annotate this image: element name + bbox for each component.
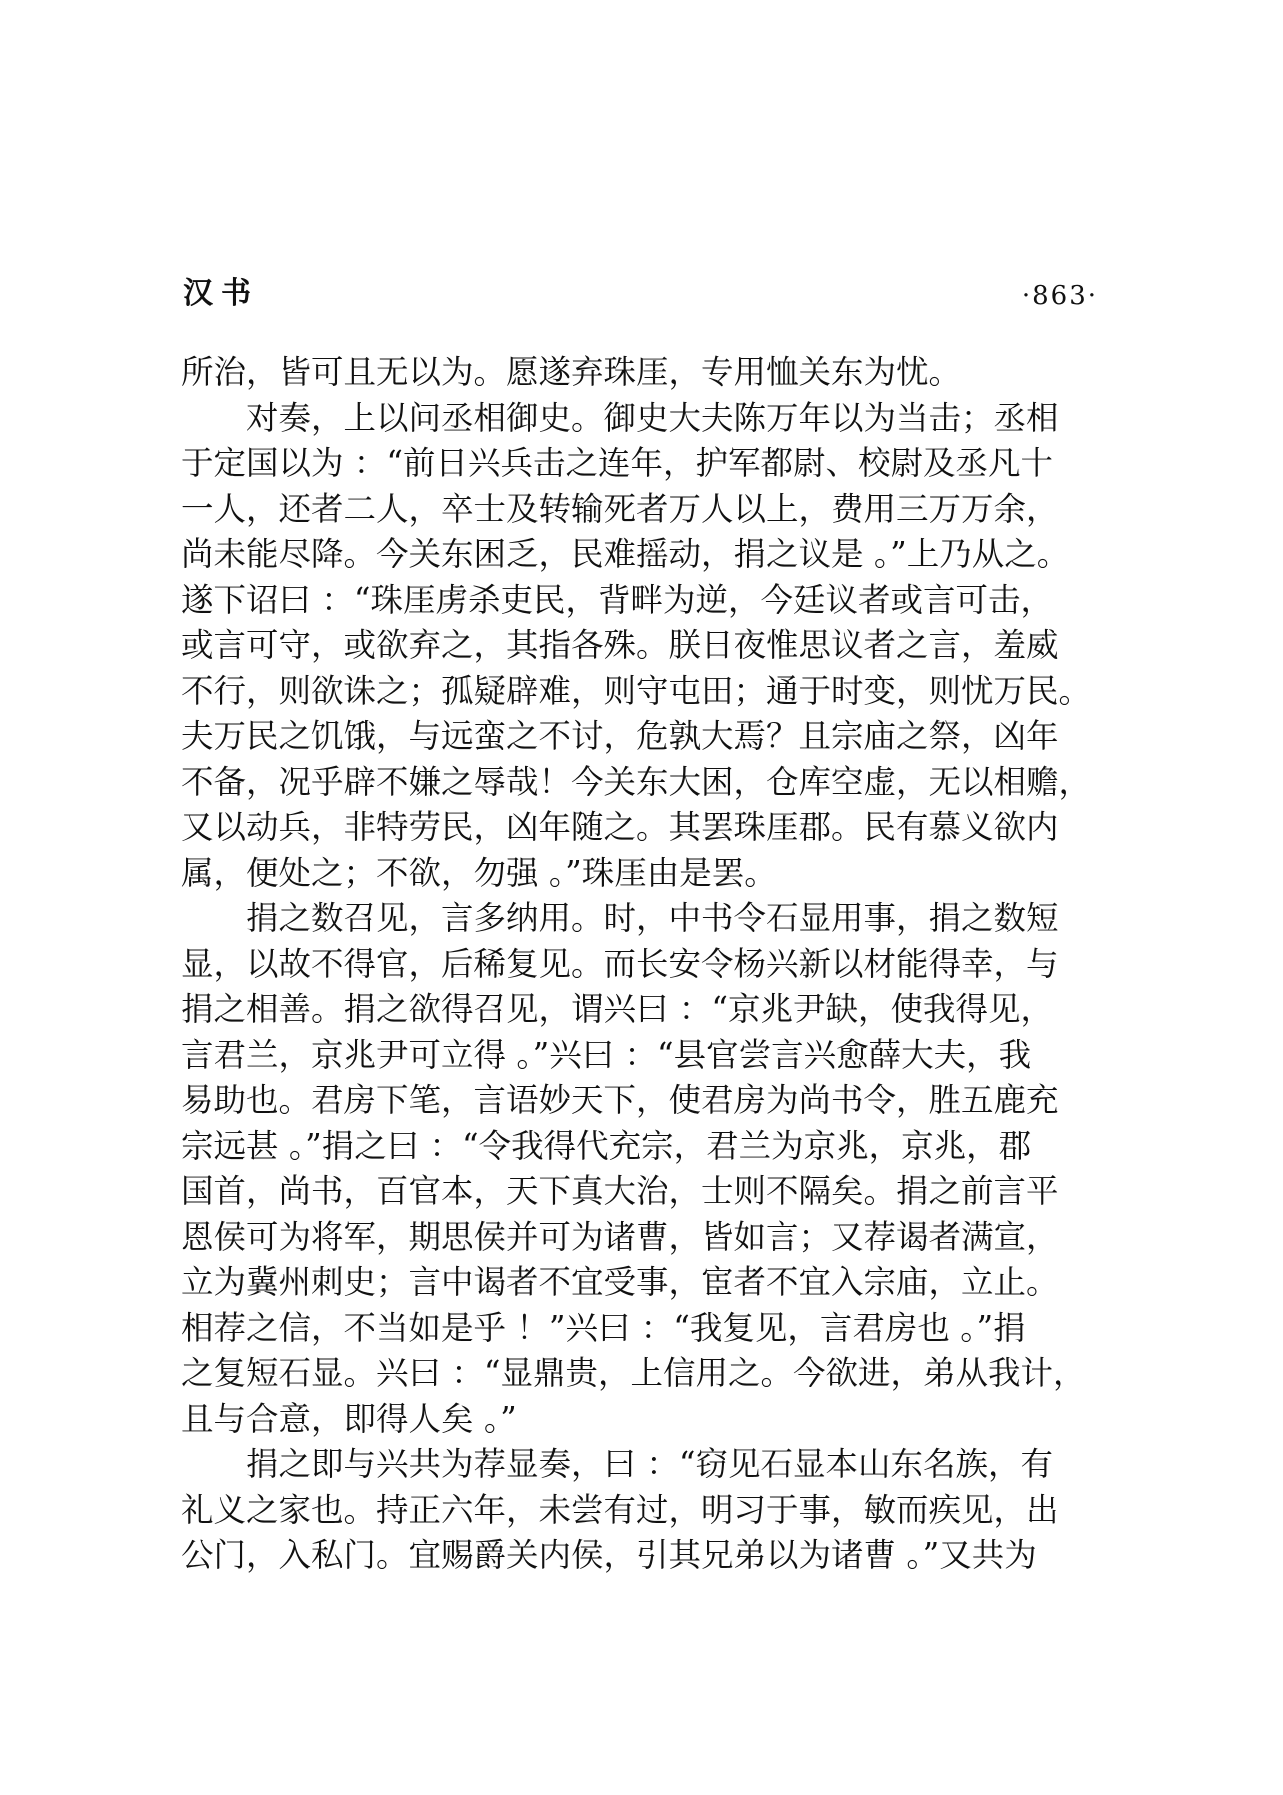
text-line: 不备，况乎辟不嫌之辱哉！今关东大困，仓库空虚，无以相赡， [181, 762, 1092, 801]
text-line: 属，便处之；不欲，勿强 。”珠厓由是罢。 [181, 853, 777, 892]
text-line: 所治，皆可且无以为。愿遂弃珠厓，专用恤关东为忧。 [181, 353, 962, 391]
text-line: 对奏，上以问丞相御史。御史大夫陈万年以为当击；丞相 [246, 398, 1059, 437]
text-line: 于定国以为 ：“前日兴兵击之连年，护军都尉、校尉及丞凡十 [181, 444, 1053, 482]
text-line: 或言可守，或欲弃之，其指各殊。朕日夜惟思议者之言，羞威 [181, 626, 1059, 664]
text-line: 相荐之信，不当如是乎 ！”兴曰 ：“我复见，言君房也 。”捐 [181, 1308, 1026, 1347]
text-line: 尚未能尽降。今关东困乏，民难摇动，捐之议是 。”上乃从之。 [181, 535, 1070, 573]
text-line: 不行，则欲诛之；孤疑辟难，则守屯田；通于时变，则忧万民。 [181, 671, 1092, 710]
text-line: 言君兰，京兆尹可立得 。”兴曰 ：“县官尝言兴愈薛大夫，我 [181, 1035, 1032, 1074]
text-line: 遂下诏曰 ：“珠厓虏杀吏民，背畔为逆，今廷议者或言可击， [181, 580, 1053, 619]
text-line: 又以动兵，非特劳民，凶年随之。其罢珠厓郡。民有慕义欲内 [181, 808, 1059, 846]
body-text [181, 350, 1101, 1579]
text-line: 一人，还者二人，卒士及转输死者万人以上，费用三万万余， [181, 489, 1059, 528]
text-line: 立为冀州刺史；言中谒者不宜受事，宦者不宜入宗庙，立止。 [181, 1263, 1059, 1301]
text-line: 且与合意，即得人矣 。” [181, 1399, 517, 1438]
text-line: 捐之相善。捐之欲得召见，谓兴曰 ：“京兆尹缺，使我得见， [181, 990, 1053, 1028]
text-line: 捐之数召见，言多纳用。时，中书令石显用事，捐之数短 [246, 899, 1059, 937]
text-line: 显，以故不得官，后稀复见。而长安令杨兴新以材能得幸，与 [181, 944, 1059, 983]
text-line: 之复短石显。兴曰 ：“显鼎贵，上信用之。今欲进，弟从我计， [181, 1354, 1086, 1392]
page-header [183, 272, 1098, 322]
text-line: 公门，入私门。宜赐爵关内侯，引其兄弟以为诸曹 。”又共为 [181, 1536, 1037, 1574]
text-line: 捐之即与兴共为荐显奏，曰 ：“窃见石显本山东名族，有 [246, 1445, 1053, 1483]
text-line: 国首，尚书，百官本，天下真大治，士则不隔矣。捐之前言平 [181, 1172, 1059, 1210]
text-line: 宗远甚 。”捐之曰 ：“令我得代充宗，君兰为京兆，京兆，郡 [181, 1126, 1032, 1165]
text-line: 易助也。君房下笔，言语妙天下，使君房为尚书令，胜五鹿充 [181, 1081, 1059, 1119]
text-line: 礼义之家也。持正六年，未尝有过，明习于事，敏而疾见，出 [181, 1490, 1059, 1529]
text-line: 恩侯可为将军，期思侯并可为诸曹，皆如言；又荐谒者满宣， [181, 1217, 1059, 1256]
page-number: ·863· [1021, 281, 1098, 311]
book-title: 汉书 [183, 276, 259, 311]
text-line: 夫万民之饥饿，与远蛮之不讨，危孰大焉？且宗庙之祭，凶年 [181, 717, 1059, 755]
